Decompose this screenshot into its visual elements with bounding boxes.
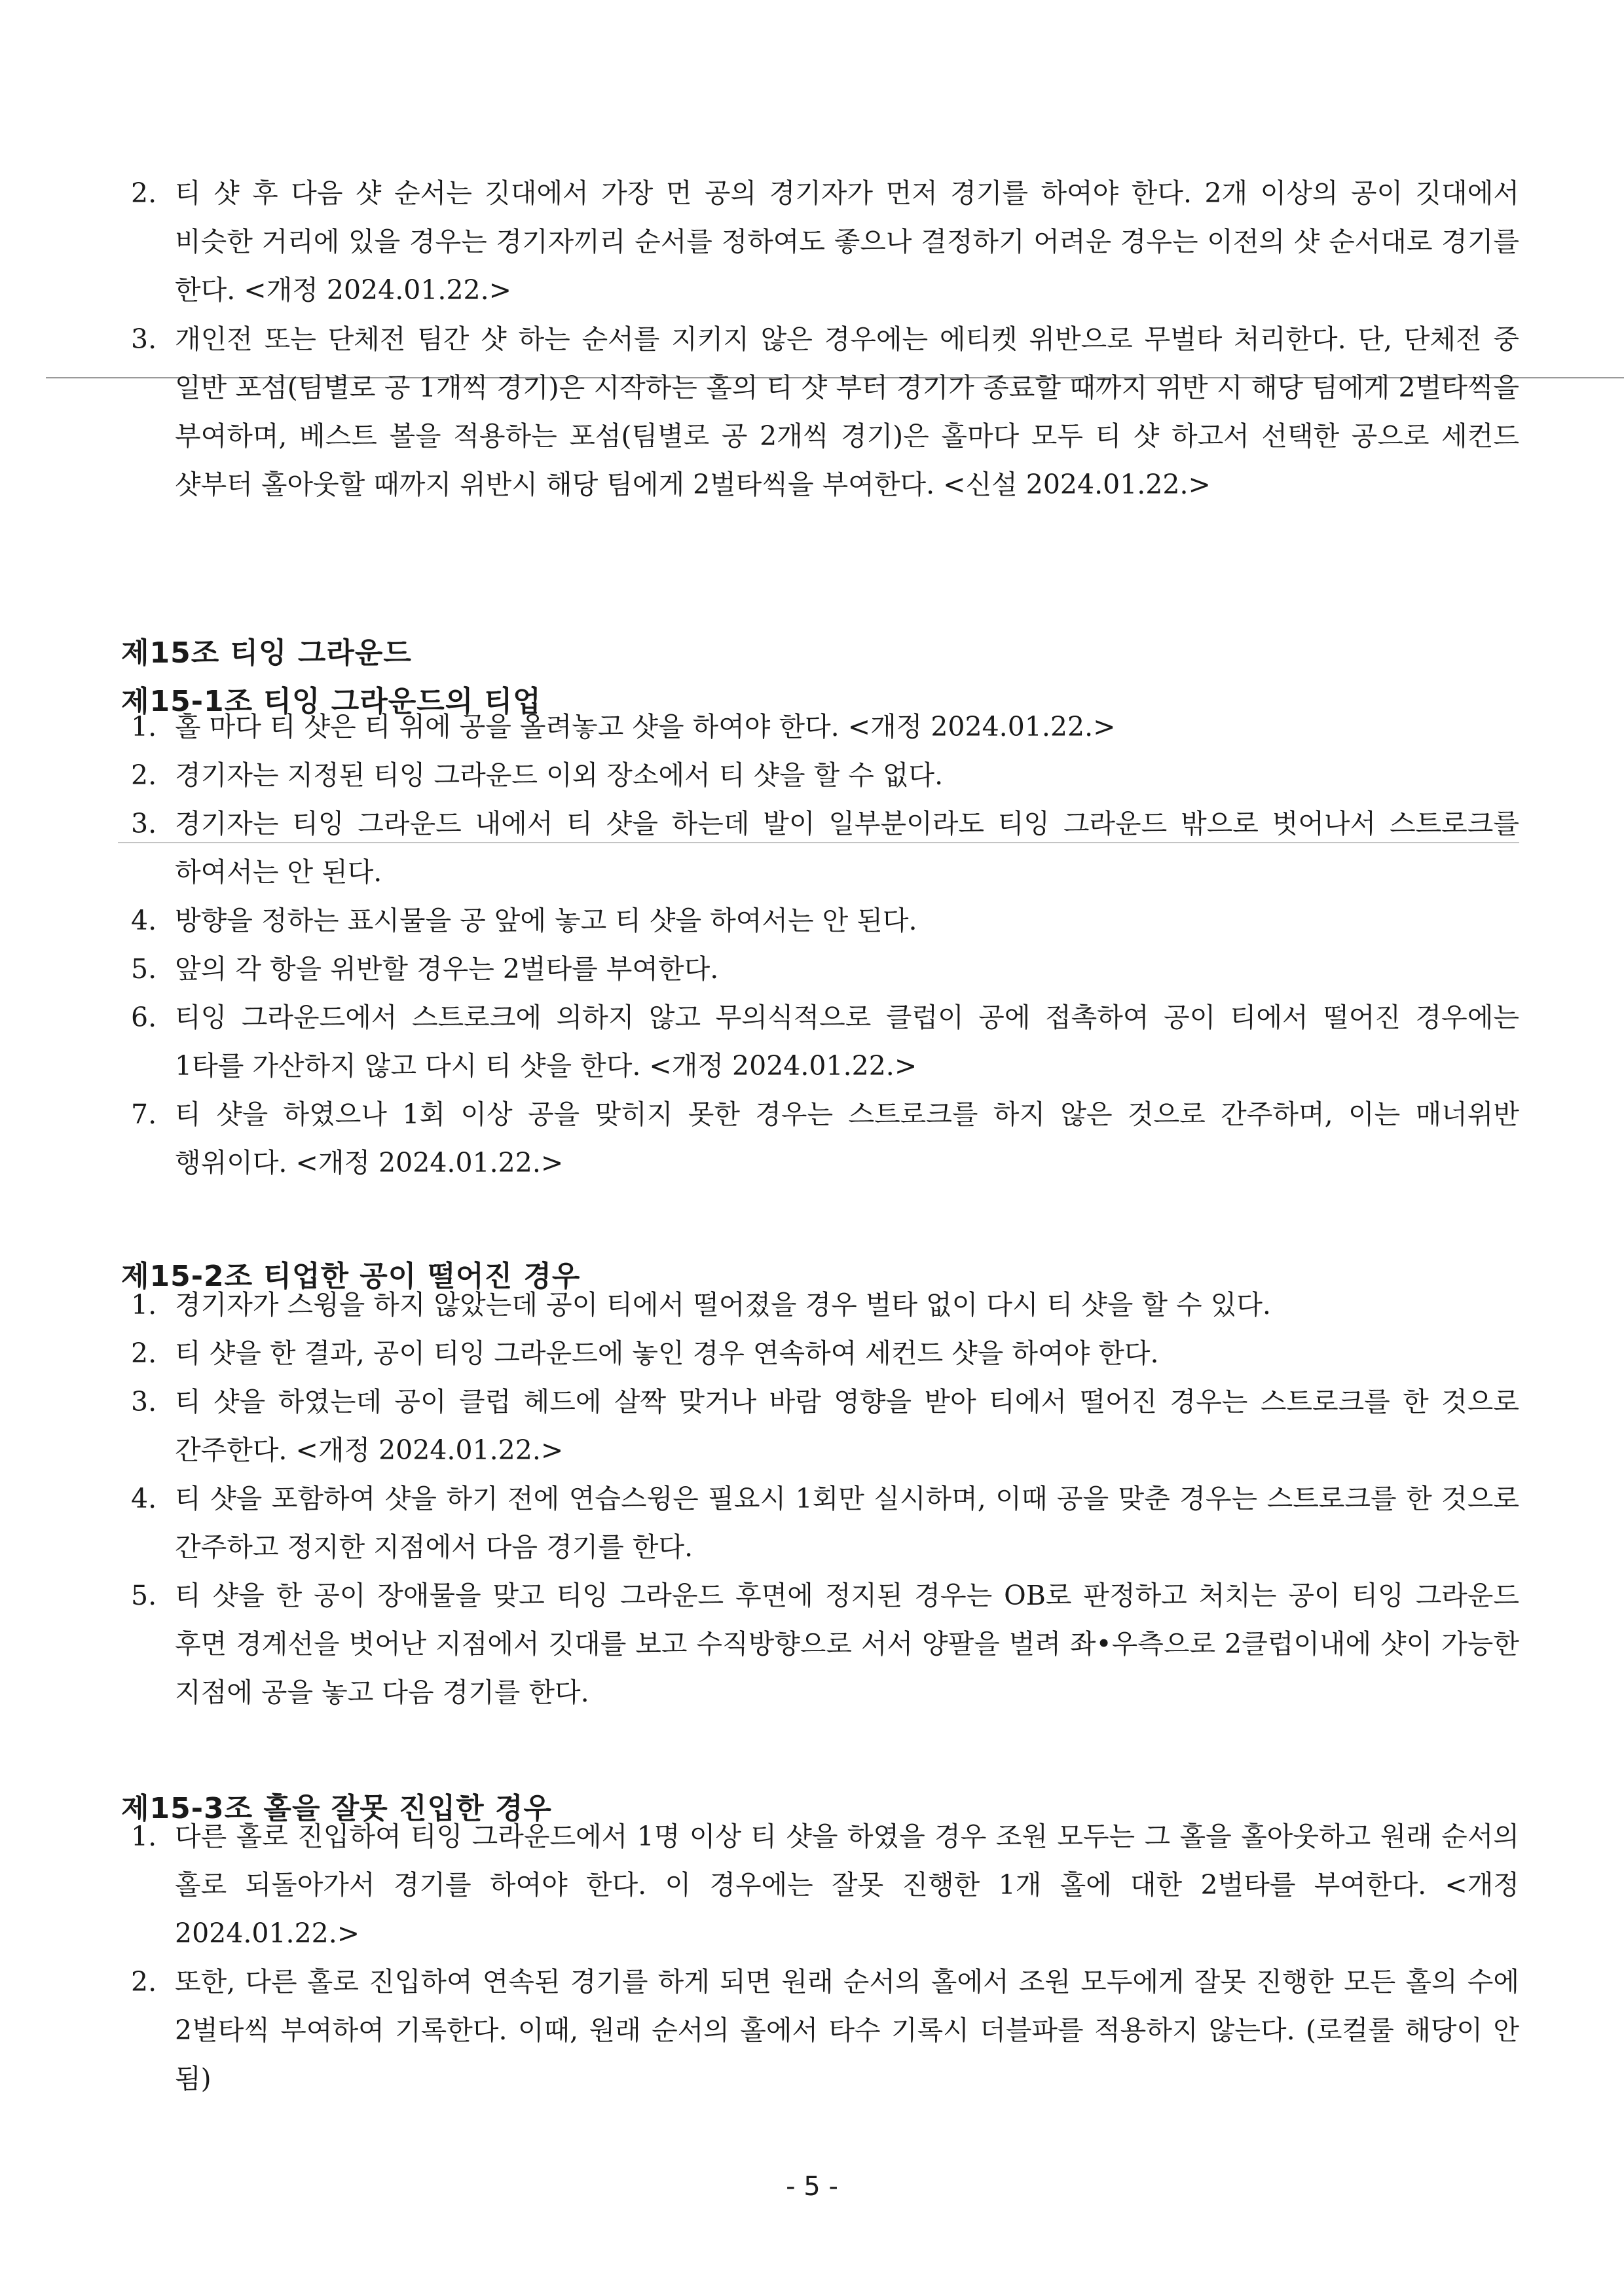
- list-item-number: 3.: [131, 323, 157, 355]
- list-item-text: 티 샷을 한 결과, 공이 티잉 그라운드에 놓인 경우 연속하여 세컨드 샷을 하여야 한다.: [175, 1338, 1159, 1369]
- list-item-text: 티 샷을 하였는데 공이 클럽 헤드에 살짝 맞거나 바람 영향을 받아 티에서 떨어진 경우는 스트로크를 한 것으로 간주한다. <개정 2024.01.22.>: [175, 1386, 1519, 1466]
- list-item: [131, 702, 1519, 751]
- list-item: [131, 1958, 1519, 2103]
- list-item-number: 3.: [131, 1386, 157, 1417]
- list-item: [131, 751, 1519, 799]
- list-item-text: 개인전 또는 단체전 팀간 샷 하는 순서를 지키지 않은 경우에는 에티켓 위반으로 무벌타 처리한다. 단, 단체전 중 일반 포섬(팀별로 공 1개씩 경기)은 시작하는 홀의 티 샷 부터 경기가 종료할 때까지 위반 시 해당 팀에게 2벌타씩을 부여하며, 베스트 볼을 적용하는 포섬(팀별로 공 2개씩 경기)은 홀마다 모두 티 샷 하고서 선택한 공으로 세컨드 샷부터 홀아웃할 때까지 위반시 해당 팀에게 2벌타씩을 부여한다. <신설 2024.01.22.>: [175, 323, 1519, 500]
- list-item-number: 4.: [131, 905, 157, 936]
- list-item-text: 티잉 그라운드에서 스트로크에 의하지 않고 무의식적으로 클럽이 공에 접촉하여 공이 티에서 떨어진 경우에는 1타를 가산하지 않고 다시 티 샷을 한다. <개정 2024.01.22.>: [175, 1002, 1519, 1082]
- list-item: [131, 1571, 1519, 1717]
- section-heading: 제15-1조 티잉 그라운드의 티업: [121, 685, 542, 718]
- list-item: [131, 993, 1519, 1090]
- list-item: [131, 315, 1519, 557]
- list-item-number: 2.: [131, 1966, 157, 1997]
- list-item-number: 6.: [131, 1002, 157, 1033]
- list-item-text: 티 샷을 포함하여 샷을 하기 전에 연습스윙은 필요시 1회만 실시하며, 이때 공을 맞춘 경우는 스트로크를 한 것으로 간주하고 정지한 지점에서 다음 경기를 한다.: [175, 1483, 1519, 1563]
- list-item-number: 2.: [131, 177, 157, 209]
- list-item-number: 4.: [131, 1483, 157, 1514]
- list-item-number: 1.: [131, 1821, 157, 1852]
- page-number: - 5 -: [786, 2172, 838, 2202]
- list-item: [131, 1281, 1519, 1329]
- list-item-text: 경기자가 스윙을 하지 않았는데 공이 티에서 떨어졌을 경우 벌타 없이 다시 티 샷을 할 수 있다.: [175, 1289, 1271, 1321]
- section-heading: 제15-3조 홀을 잘못 진입한 경우: [121, 1792, 552, 1825]
- list-item: [131, 1812, 1519, 1958]
- list-item-number: 5.: [131, 953, 157, 985]
- list-item: [131, 169, 1519, 314]
- list-item-number: 1.: [131, 1289, 157, 1321]
- list-item: [131, 896, 1519, 945]
- list-item-text: 티 샷 후 다음 샷 순서는 깃대에서 가장 먼 공의 경기자가 먼저 경기를 하여야 한다. 2개 이상의 공이 깃대에서 비슷한 거리에 있을 경우는 경기자끼리 순서를 정하여도 좋으나 결정하기 어려운 경우는 이전의 샷 순서대로 경기를 한다. <개정 2024.01.22.>: [175, 177, 1519, 306]
- list-item-number: 3.: [131, 808, 157, 839]
- list-item-number: 5.: [131, 1580, 157, 1611]
- section-heading: 제15-2조 티업한 공이 떨어진 경우: [121, 1260, 581, 1293]
- list-item-text: 경기자는 지정된 티잉 그라운드 이외 장소에서 티 샷을 할 수 없다.: [175, 759, 944, 791]
- list-item-text: 방향을 정하는 표시물을 공 앞에 놓고 티 샷을 하여서는 안 된다.: [175, 905, 917, 936]
- list-item-text: 다른 홀로 진입하여 티잉 그라운드에서 1명 이상 티 샷을 하였을 경우 조원 모두는 그 홀을 홀아웃하고 원래 순서의 홀로 되돌아가서 경기를 하여야 한다. 이 경우에는 잘못 진행한 1개 홀에 대한 2벌타를 부여한다. <개정 2024.01.22.>: [175, 1821, 1519, 1949]
- list-item-number: 2.: [131, 759, 157, 791]
- list-item-text: 티 샷을 하였으나 1회 이상 공을 맞히지 못한 경우는 스트로크를 하지 않은 것으로 간주하며, 이는 매너위반 행위이다. <개정 2024.01.22.>: [175, 1099, 1519, 1178]
- list-item: [131, 1090, 1519, 1187]
- list-item: [131, 1329, 1519, 1377]
- list-item: [131, 945, 1519, 993]
- list-item-text: 앞의 각 항을 위반할 경우는 2벌타를 부여한다.: [175, 953, 719, 985]
- list-item: [131, 1474, 1519, 1571]
- list-item-number: 1.: [131, 711, 157, 742]
- list-item: [131, 799, 1519, 896]
- list-item-text: 티 샷을 한 공이 장애물을 맞고 티잉 그라운드 후면에 정지된 경우는 OB로 판정하고 처치는 공이 티잉 그라운드 후면 경계선을 벗어난 지점에서 깃대를 보고 수직방향으로 서서 양팔을 벌려 좌•우측으로 2클럽이내에 샷이 가능한 지점에 공을 놓고 다음 경기를 한다.: [175, 1580, 1519, 1708]
- list-item-text: 경기자는 티잉 그라운드 내에서 티 샷을 하는데 발이 일부분이라도 티잉 그라운드 밖으로 벗어나서 스트로크를 하여서는 안 된다.: [175, 808, 1519, 888]
- list-item-number: 2.: [131, 1338, 157, 1369]
- list-item-number: 7.: [131, 1099, 157, 1130]
- section-heading: 제15조 티잉 그라운드: [121, 636, 412, 670]
- list-item: [131, 1377, 1519, 1474]
- list-item-text: 홀 마다 티 샷은 티 위에 공을 올려놓고 샷을 하여야 한다. <개정 2024.01.22.>: [175, 711, 1116, 742]
- list-item-text: 또한, 다른 홀로 진입하여 연속된 경기를 하게 되면 원래 순서의 홀에서 조원 모두에게 잘못 진행한 모든 홀의 수에 2벌타씩 부여하여 기록한다. 이때, 원래 순서의 홀에서 타수 기록시 더블파를 적용하지 않는다. (로컬룰 해당이 안 됨): [175, 1966, 1519, 2094]
